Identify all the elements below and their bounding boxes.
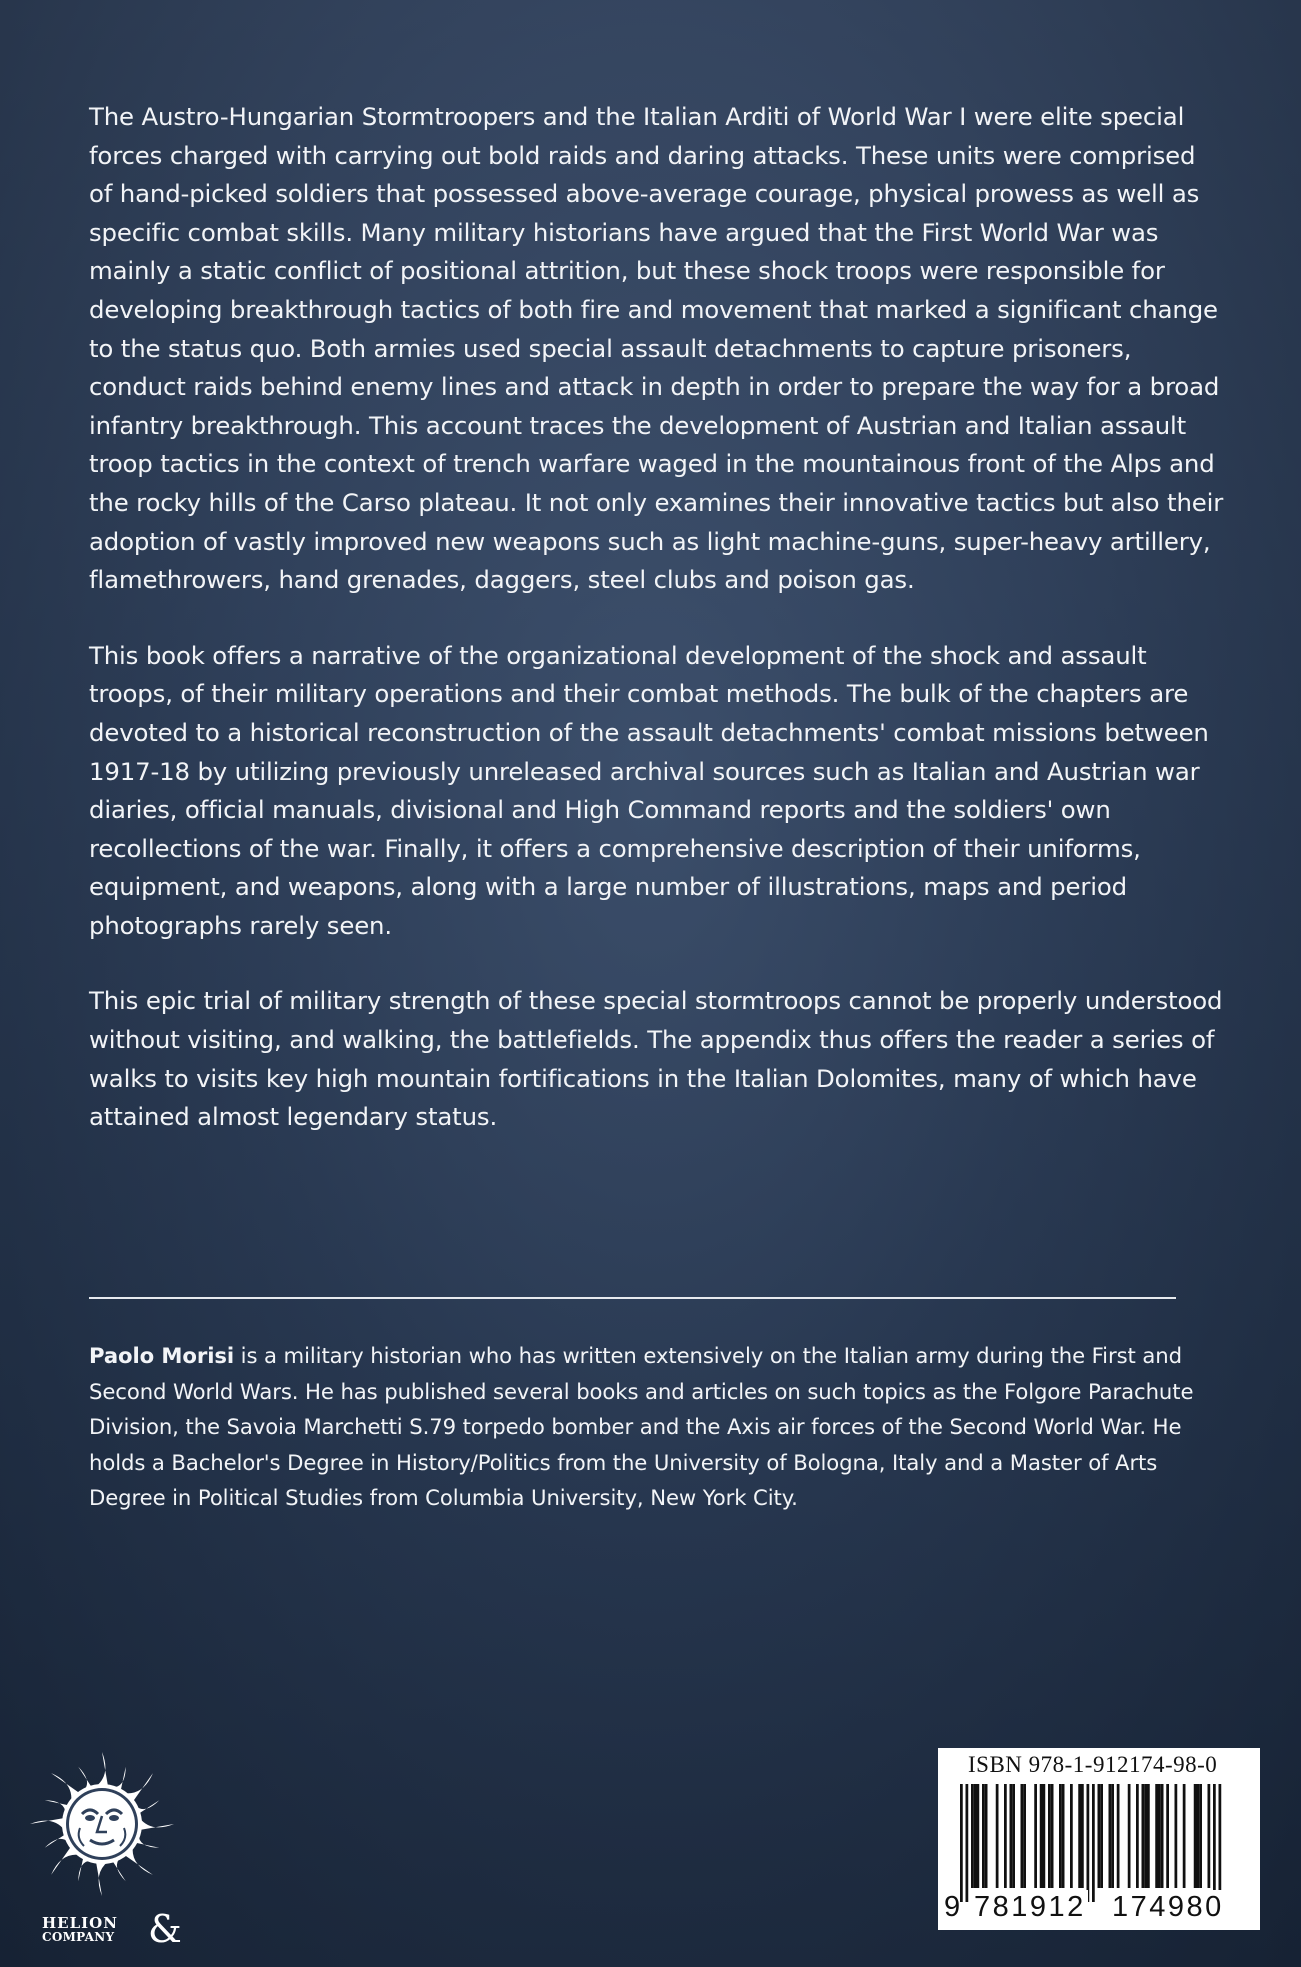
barcode-bar — [1117, 1784, 1120, 1888]
publisher-name-line2: COMPANY — [42, 1930, 115, 1944]
barcode-bar — [960, 1784, 963, 1902]
sun-ray — [30, 1818, 64, 1830]
barcode-bar — [974, 1784, 977, 1888]
barcode-bar — [1004, 1784, 1007, 1888]
sun-ray — [140, 1818, 174, 1830]
blurb-paragraph-2: This book offers a narrative of the organizational development of the shock and assault troops, of their military operations and their combat methods. The bulk of the chapters are devoted to a historical reconstruction of the assault detachments' combat missions between 1917-18 by utilizing previously unreleased archival sources such as Italian and Austrian war diaries, official manuals, divisional and High Command reports and the soldiers' own recollections of the war. Finally, it offers a comprehensive description of their uniforms, equipment, and weapons, along with a large number of illustrations, maps and period photographs rarely seen. — [89, 640, 1209, 940]
barcode-bar — [1219, 1784, 1222, 1902]
sun-ray — [96, 1752, 108, 1786]
publisher-logo — [28, 1740, 188, 1950]
barcode-bar — [1194, 1784, 1197, 1888]
barcode-bar — [1197, 1784, 1200, 1888]
barcode-bar — [1078, 1784, 1081, 1888]
barcode-digit-first: 9 — [944, 1891, 963, 1923]
barcode-bar — [1062, 1784, 1065, 1888]
barcode-bar — [1040, 1784, 1043, 1888]
barcode-digits-right: 174980 — [1112, 1891, 1224, 1923]
isbn-label: ISBN 978-1-912174-98-0 — [968, 1752, 1218, 1777]
barcode-bar — [1043, 1784, 1046, 1888]
blurb-text — [89, 98, 1224, 1174]
barcode-bar — [1048, 1784, 1051, 1888]
barcode-bar — [1166, 1784, 1169, 1888]
barcode-digits-left: 781912 — [974, 1891, 1086, 1923]
barcode-bar — [1010, 1784, 1013, 1888]
barcode-bar — [1213, 1784, 1216, 1902]
barcode-bar — [1034, 1784, 1037, 1888]
barcode-bar — [1070, 1784, 1073, 1888]
barcode-bar — [1147, 1784, 1150, 1888]
barcode-bar — [985, 1784, 988, 1888]
barcode-bar — [1183, 1784, 1186, 1888]
publisher-ampersand: & — [148, 1907, 182, 1951]
publisher-name-line1: HELION — [42, 1914, 118, 1932]
barcode-bar — [1199, 1784, 1202, 1888]
blurb-paragraph-1: The Austro-Hungarian Stormtroopers and the Italian Arditi of World War I were elite special forces charged with carrying out bold raids and daring attacks. These units were comprised of hand-picked soldiers that possessed above-average courage, physical prowess as well as specific combat skills. Many military historians have argued that the First World War was mainly a static conflict of positional attrition, but these shock troops were responsible for developing breakthrough tactics of both fire and movement that marked a significant change to the status quo. Both armies used special assault detachments to capture prisoners, conduct raids behind enemy lines and attack in depth in order to prepare the way for a broad infantry breakthrough. This account traces the development of Austrian and Italian assault troop tactics in the context of trench warfare waged in the mountainous front of the Alps and the rocky hills of the Carso plateau. It not only examines their innovative tactics but also their adoption of vastly improved new weapons such as light machine-guns, super-heavy artillery, flamethrowers, hand grenades, daggers, steel clubs and poison gas. — [89, 102, 1224, 595]
barcode-bar — [1087, 1784, 1090, 1902]
barcode-bar — [1175, 1784, 1178, 1888]
author-bio-text: is a military historian who has written extensively on the Italian army during the First and Second World Wars. He has published several books and articles on such topics as the Folgore Parachute Division, the Savoia Marchetti S.79 torpedo bomber and the Axis air forces of the Second World War. He holds a Bachelor's Degree in History/Politics from the University of Bologna, Italy and a Master of Arts Degree in Political Studies from Columbia University, New York City. — [89, 1343, 1194, 1511]
barcode-bar — [1098, 1784, 1101, 1888]
author-bio — [89, 1338, 1209, 1516]
barcode-bar — [1092, 1784, 1095, 1902]
barcode-bar — [1208, 1784, 1211, 1888]
barcode-bar — [1161, 1784, 1164, 1888]
author-name: Paolo Morisi — [89, 1343, 235, 1368]
barcode-bar — [971, 1784, 974, 1888]
blurb-paragraph-3: This epic trial of military strength of these special stormtroops cannot be properly understood without visiting, and walking, the battlefields. The appendix thus offers the reader a series of walks to visits key high mountain fortifications in the Italian Dolomites, many of which have attained almost legendary status. — [89, 986, 1223, 1132]
barcode-bar — [1155, 1784, 1158, 1888]
barcode-bar — [1023, 1784, 1026, 1888]
barcode-bar — [982, 1784, 985, 1888]
barcode-bar — [996, 1784, 999, 1888]
barcode-bar — [1158, 1784, 1161, 1888]
barcode-bar — [1021, 1784, 1024, 1888]
isbn-barcode — [938, 1748, 1260, 1930]
barcode-bar — [1136, 1784, 1139, 1888]
barcode-bar — [1142, 1784, 1145, 1888]
publisher-name — [42, 1916, 118, 1944]
barcode-bar — [1128, 1784, 1131, 1888]
barcode-bar — [1109, 1784, 1112, 1888]
sun-ray — [96, 1862, 108, 1896]
barcode-bar — [1144, 1784, 1147, 1888]
sun-face-icon — [28, 1740, 188, 1920]
barcode-bar — [1059, 1784, 1062, 1888]
barcode-bar — [966, 1784, 969, 1902]
divider-line — [89, 1297, 1176, 1299]
barcode-bar — [1081, 1784, 1084, 1888]
barcode-bar — [977, 1784, 980, 1888]
barcode-bar — [1111, 1784, 1114, 1888]
barcode-bar — [1012, 1784, 1015, 1888]
barcode-bar — [1100, 1784, 1103, 1888]
barcode-bar — [1051, 1784, 1054, 1888]
